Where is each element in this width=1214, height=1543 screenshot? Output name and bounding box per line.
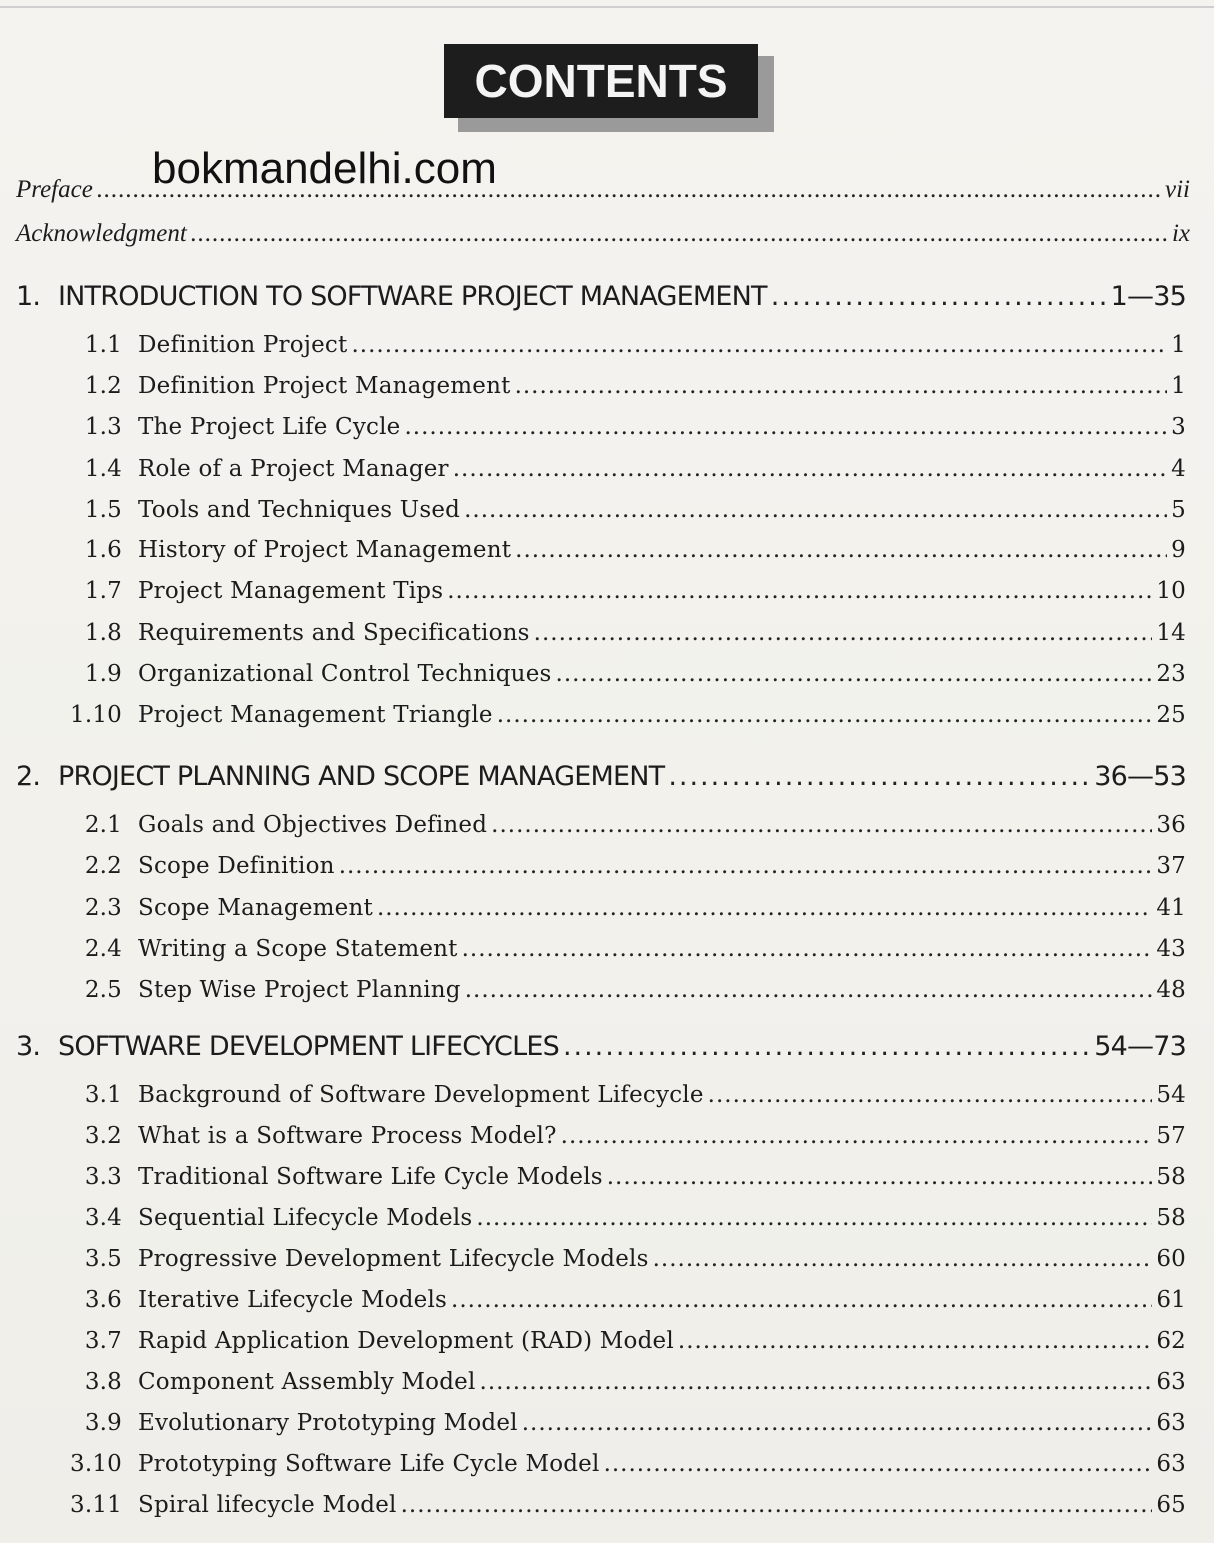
leader-dots [401, 1492, 1153, 1518]
section-page-number: 62 [1156, 1328, 1186, 1354]
section-number: 3.10 [69, 1451, 122, 1477]
section-title: The Project Life Cycle [138, 414, 401, 440]
section-page-number: 1 [1171, 373, 1186, 399]
watermark-text: bokmandelhi.com [152, 144, 497, 193]
section-title: Scope Management [138, 895, 373, 921]
chapter-page-range: 36—53 [1094, 761, 1186, 792]
toc-section-row [0, 1154, 1214, 1194]
toc-section-row [0, 322, 1214, 362]
chapter-number: 2. [16, 761, 41, 792]
leader-dots [515, 537, 1167, 563]
leader-dots [561, 1123, 1153, 1149]
chapter-title: INTRODUCTION TO SOFTWARE PROJECT MANAGEMENT [58, 281, 767, 312]
leader-dots [462, 936, 1153, 962]
chapter-title: SOFTWARE DEVELOPMENT LIFECYCLES [58, 1031, 559, 1062]
section-number: 2.2 [84, 853, 122, 879]
toc-section-row [0, 1318, 1214, 1358]
section-page-number: 36 [1156, 812, 1186, 838]
section-number: 3.2 [84, 1123, 122, 1149]
leader-dots [678, 1328, 1152, 1354]
leader-dots [563, 1031, 1090, 1062]
toc-section-row [0, 843, 1214, 883]
section-number: 2.4 [84, 936, 122, 962]
section-title: Component Assembly Model [138, 1369, 476, 1395]
toc-section-row [0, 527, 1214, 567]
section-number: 1.7 [84, 578, 122, 604]
front-title: Preface [16, 176, 93, 203]
section-number: 3.3 [84, 1164, 122, 1190]
section-page-number: 60 [1156, 1246, 1186, 1272]
chapter-page-range: 54—73 [1094, 1031, 1186, 1062]
leader-dots [497, 702, 1153, 728]
leader-dots [556, 661, 1153, 687]
leader-dots [476, 1205, 1152, 1231]
section-page-number: 43 [1156, 936, 1186, 962]
toc-section-row [0, 1441, 1214, 1481]
leader-dots [515, 373, 1168, 399]
section-title: Prototyping Software Life Cycle Model [138, 1451, 600, 1477]
leader-dots [604, 1451, 1153, 1477]
section-page-number: 37 [1156, 853, 1186, 879]
section-number: 1.10 [69, 702, 122, 728]
section-page-number: 14 [1156, 620, 1186, 646]
section-page-number: 54 [1156, 1082, 1186, 1108]
toc-section-row [0, 568, 1214, 608]
section-number: 1.8 [84, 620, 122, 646]
section-title: Scope Definition [138, 853, 335, 879]
toc-chapter-row [0, 756, 1214, 796]
section-number: 1.4 [84, 456, 122, 482]
toc-chapter-row [0, 1026, 1214, 1066]
leader-dots [451, 1287, 1152, 1313]
leader-dots [668, 761, 1090, 792]
section-title: Progressive Development Lifecycle Models [138, 1246, 649, 1272]
section-number: 3.4 [84, 1205, 122, 1231]
toc-section-row [0, 1195, 1214, 1235]
section-title: Tools and Techniques Used [138, 497, 461, 523]
section-title: Requirements and Specifications [138, 620, 530, 646]
section-page-number: 3 [1171, 414, 1186, 440]
front-page-number: vii [1165, 176, 1190, 203]
section-page-number: 1 [1171, 332, 1186, 358]
leader-dots [491, 812, 1152, 838]
chapter-title: PROJECT PLANNING AND SCOPE MANAGEMENT [58, 761, 665, 792]
chapter-page-range: 1—35 [1110, 281, 1186, 312]
section-title: Iterative Lifecycle Models [138, 1287, 448, 1313]
toc-section-row [0, 926, 1214, 966]
section-number: 1.2 [84, 373, 122, 399]
section-page-number: 61 [1156, 1287, 1186, 1313]
leader-dots [351, 332, 1167, 358]
section-page-number: 63 [1156, 1451, 1186, 1477]
section-page-number: 65 [1156, 1492, 1186, 1518]
section-page-number: 10 [1156, 578, 1186, 604]
section-page-number: 9 [1171, 537, 1186, 563]
section-number: 1.1 [84, 332, 122, 358]
toc-section-row [0, 1482, 1214, 1522]
contents-heading [444, 44, 758, 118]
section-title: Goals and Objectives Defined [138, 812, 488, 838]
leader-dots [191, 220, 1168, 248]
section-number: 1.6 [84, 537, 122, 563]
leader-dots [339, 853, 1153, 879]
section-title: Traditional Software Life Cycle Models [138, 1164, 603, 1190]
section-number: 3.6 [84, 1287, 122, 1313]
page-edge-line [0, 6, 1214, 8]
toc-section-row [0, 446, 1214, 486]
section-number: 1.3 [84, 414, 122, 440]
toc-section-row [0, 651, 1214, 691]
section-number: 2.1 [84, 812, 122, 838]
toc-front-row [0, 170, 1214, 210]
section-title: Organizational Control Techniques [138, 661, 552, 687]
section-page-number: 4 [1171, 456, 1186, 482]
toc-section-row [0, 1072, 1214, 1112]
section-number: 2.5 [84, 977, 122, 1003]
section-title: Evolutionary Prototyping Model [138, 1410, 518, 1436]
section-title: Definition Project Management [138, 373, 511, 399]
section-number: 1.5 [84, 497, 122, 523]
section-title: Spiral lifecycle Model [138, 1492, 397, 1518]
section-number: 2.3 [84, 895, 122, 921]
leader-dots [465, 977, 1153, 1003]
section-title: Project Management Tips [138, 578, 444, 604]
section-page-number: 63 [1156, 1410, 1186, 1436]
leader-dots [404, 414, 1167, 440]
section-page-number: 58 [1156, 1164, 1186, 1190]
section-page-number: 25 [1156, 702, 1186, 728]
section-title: Definition Project [138, 332, 348, 358]
leader-dots [464, 497, 1167, 523]
chapter-number: 1. [16, 281, 41, 312]
toc-front-row [0, 214, 1214, 254]
section-number: 3.11 [69, 1492, 122, 1518]
section-title: Step Wise Project Planning [138, 977, 461, 1003]
leader-dots [522, 1410, 1153, 1436]
leader-dots [453, 456, 1167, 482]
front-page-number: ix [1171, 220, 1190, 247]
leader-dots [97, 176, 1161, 204]
section-number: 3.8 [84, 1369, 122, 1395]
section-number: 3.7 [84, 1328, 122, 1354]
section-title: Writing a Scope Statement [138, 936, 458, 962]
section-number: 3.9 [84, 1410, 122, 1436]
toc-section-row [0, 802, 1214, 842]
leader-dots [708, 1082, 1153, 1108]
toc-section-row [0, 1277, 1214, 1317]
section-page-number: 58 [1156, 1205, 1186, 1231]
leader-dots [607, 1164, 1153, 1190]
toc-section-row [0, 1359, 1214, 1399]
chapter-number: 3. [16, 1031, 41, 1062]
section-title: Sequential Lifecycle Models [138, 1205, 473, 1231]
toc-section-row [0, 967, 1214, 1007]
section-title: Role of a Project Manager [138, 456, 449, 482]
toc-section-row [0, 610, 1214, 650]
section-number: 3.5 [84, 1246, 122, 1272]
leader-dots [771, 281, 1107, 312]
leader-dots [653, 1246, 1153, 1272]
toc-section-row [0, 487, 1214, 527]
toc-chapter-row [0, 276, 1214, 316]
section-number: 3.1 [84, 1082, 122, 1108]
section-page-number: 5 [1171, 497, 1186, 523]
leader-dots [447, 578, 1152, 604]
section-page-number: 63 [1156, 1369, 1186, 1395]
contents-heading-text: CONTENTS [474, 55, 728, 107]
section-page-number: 41 [1156, 895, 1186, 921]
toc-section-row [0, 885, 1214, 925]
section-title: History of Project Management [138, 537, 512, 563]
section-title: Background of Software Development Lifecycle [138, 1082, 704, 1108]
toc-section-row [0, 1400, 1214, 1440]
toc-section-row [0, 692, 1214, 732]
section-title: Project Management Triangle [138, 702, 493, 728]
toc-section-row [0, 1236, 1214, 1276]
section-page-number: 48 [1156, 977, 1186, 1003]
toc-section-row [0, 363, 1214, 403]
section-number: 1.9 [84, 661, 122, 687]
section-title: What is a Software Process Model? [138, 1123, 557, 1149]
leader-dots [534, 620, 1153, 646]
section-page-number: 23 [1156, 661, 1186, 687]
toc-section-row [0, 404, 1214, 444]
section-page-number: 57 [1156, 1123, 1186, 1149]
section-title: Rapid Application Development (RAD) Model [138, 1328, 674, 1354]
toc-section-row [0, 1113, 1214, 1153]
front-title: Acknowledgment [16, 220, 187, 247]
leader-dots [480, 1369, 1153, 1395]
leader-dots [377, 895, 1152, 921]
